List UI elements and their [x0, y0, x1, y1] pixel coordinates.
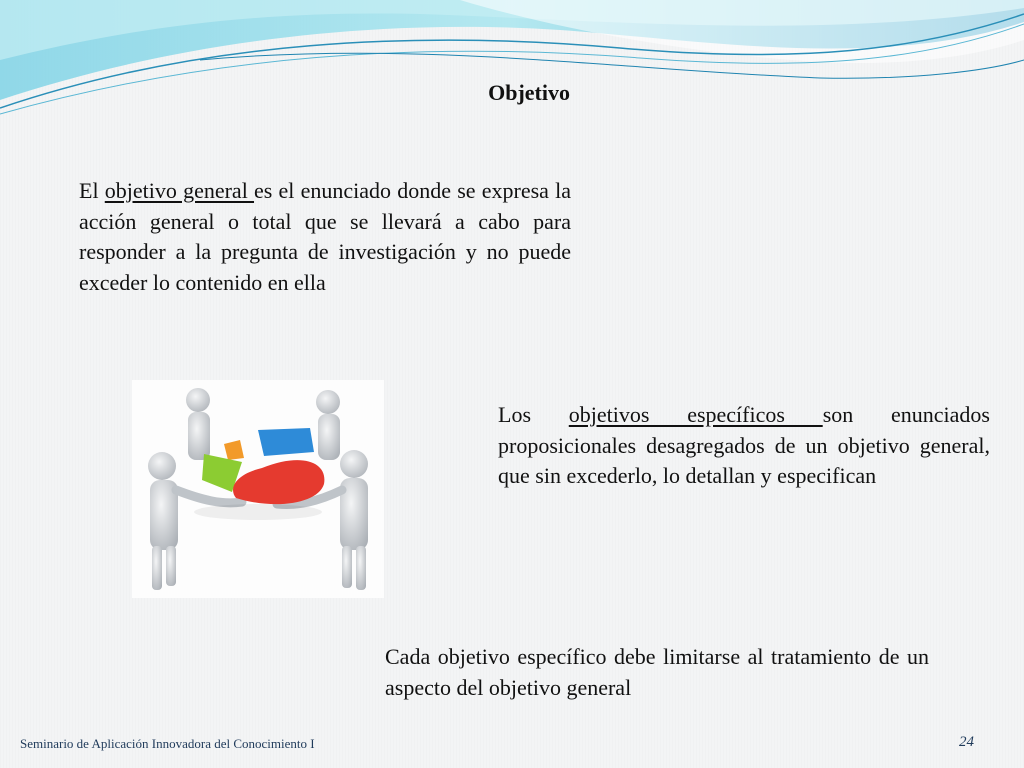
page-number: 24 — [959, 734, 974, 750]
p2-before: Los — [498, 402, 569, 427]
specific-objective-limit-paragraph: Cada objetivo específico debe limitarse al tratamiento de un aspecto del objetivo general — [385, 644, 929, 700]
p1-before: El — [79, 178, 105, 203]
footer-text: Seminario de Aplicación Innovadora del Conocimiento I — [20, 736, 315, 751]
p2-after: son enunciados proposicionales desagregados de un objetivo general, que sin excederlo, lo detallan y especifican — [498, 402, 990, 488]
general-objective-term: objetivo general — [104, 178, 255, 203]
teamwork-pie-illustration — [132, 380, 384, 598]
specific-objectives-term: objetivos específicos — [568, 402, 823, 427]
p1-after: es el enunciado donde se expresa la acción general o total que se llevará a cabo para responder a la pregunta de investigación y no puede exceder lo contenido en ella — [79, 178, 571, 295]
general-objective-paragraph — [79, 176, 571, 298]
slide-title: Objetivo — [488, 80, 570, 105]
specific-objectives-paragraph — [498, 400, 990, 492]
